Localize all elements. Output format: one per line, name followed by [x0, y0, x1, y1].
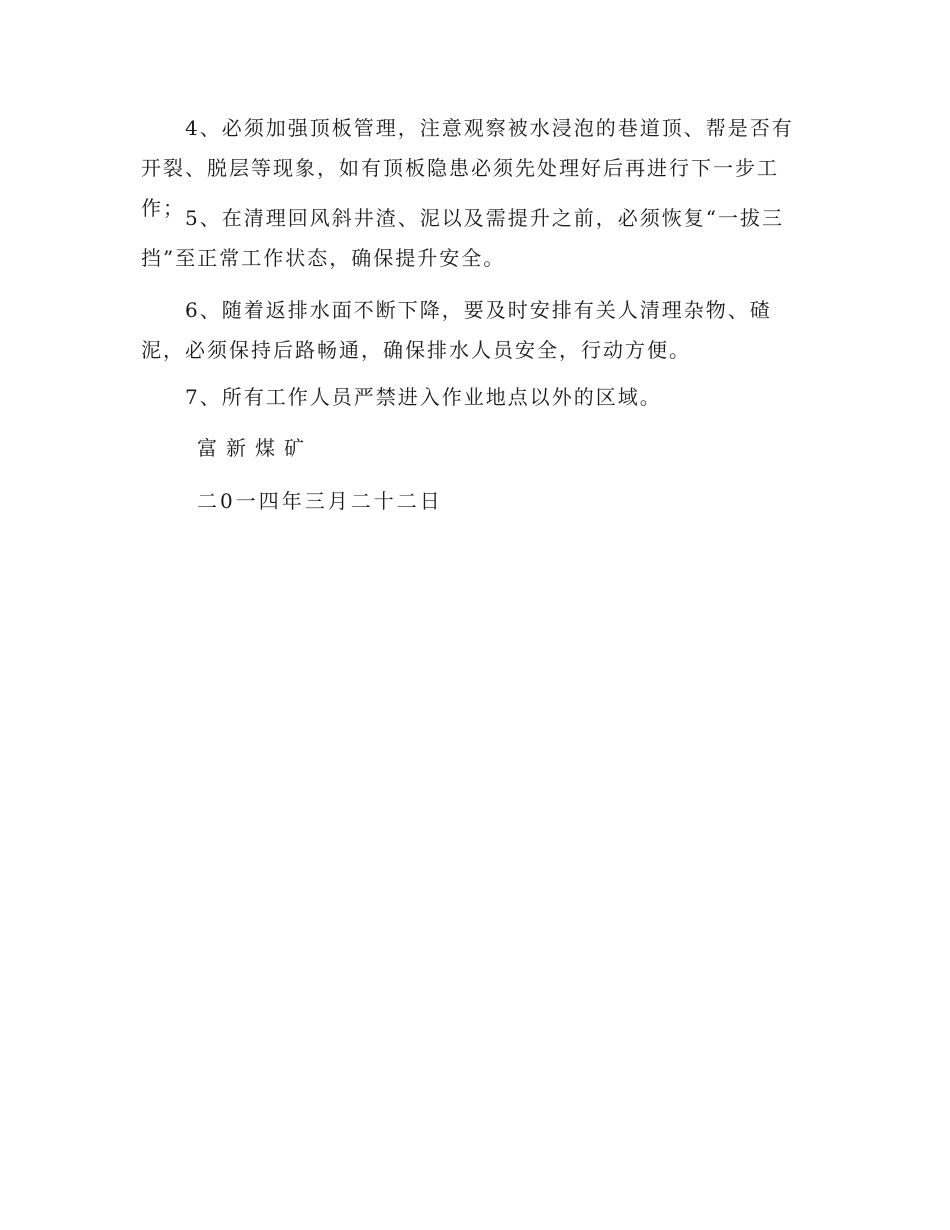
- organization-signature: 富新煤矿: [197, 436, 313, 460]
- document-date: 二0一四年三月二十二日: [197, 489, 443, 513]
- paragraph-item-6: 6、随着返排水面不断下降，要及时安排有关人清理杂物、碴泥，必须保持后路畅通，确保排水人员安全，行动方便。: [141, 298, 772, 362]
- paragraph-item-5: 5、在清理回风斜井渣、泥以及需提升之前，必须恢复“一拔三挡”至正常工作状态，确保提升安全。: [141, 206, 784, 270]
- paragraph-item-7: 7、所有工作人员严禁进入作业地点以外的区域。: [185, 385, 662, 409]
- paragraph-item-4: 4、必须加强顶板管理，注意观察被水浸泡的巷道顶、帮是否有开裂、脱层等现象，如有顶板隐患必须先处理好后再进行下一步工作；: [141, 116, 794, 220]
